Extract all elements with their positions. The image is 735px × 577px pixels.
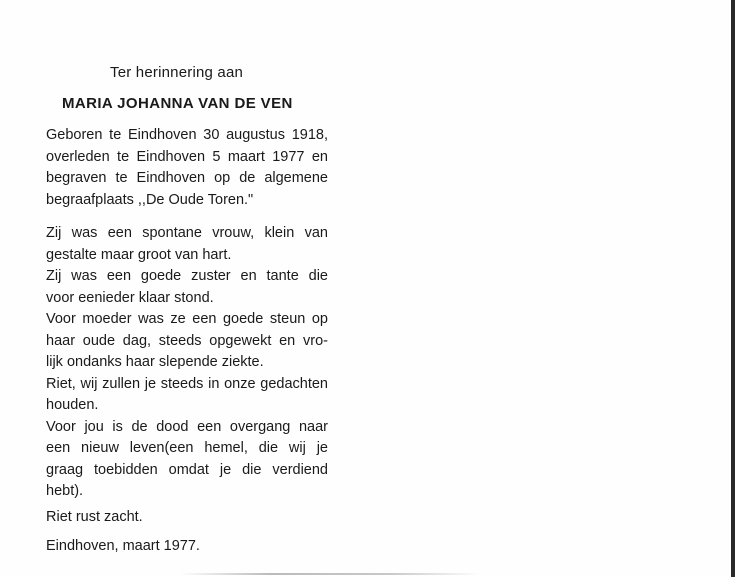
- birth-line: begraven te Eindhoven op de algemene: [46, 170, 328, 186]
- character-line: Voor jou is de dood een overgang naar: [46, 418, 328, 435]
- deceased-name: MARIA JOHANNA VAN DE VEN: [62, 95, 293, 112]
- birth-line: begraafplaats ,,De Oude Toren.": [46, 191, 254, 208]
- character-line: een nieuw leven(een hemel, die wij je: [46, 440, 328, 456]
- card-right-edge: [731, 0, 735, 577]
- place-date-line: Eindhoven, maart 1977.: [46, 538, 200, 554]
- character-line: voor eenieder klaar stond.: [46, 289, 214, 306]
- birth-line: overleden te Eindhoven 5 maart 1977 en: [46, 148, 328, 165]
- character-line: Zij was een goede zuster en tante die: [46, 268, 328, 284]
- character-line: Riet, wij zullen je steeds in onze gedachten: [46, 375, 328, 392]
- card-bottom-edge: [180, 573, 480, 575]
- character-paragraph: [46, 223, 328, 503]
- birth-paragraph: [46, 125, 328, 211]
- character-line: hebt).: [46, 483, 84, 499]
- character-line: lijk ondanks haar slepende ziekte.: [46, 354, 264, 370]
- character-line: houden.: [46, 397, 99, 413]
- character-line: Zij was een spontane vrouw, klein van: [46, 225, 328, 241]
- rest-line: Riet rust zacht.: [46, 509, 143, 525]
- character-line: Voor moeder was ze een goede steun op: [46, 311, 328, 327]
- card-heading: Ter herinnering aan: [110, 64, 244, 81]
- character-line: graag toebidden omdat je die verdiend: [46, 461, 328, 478]
- character-line: haar oude dag, steeds opgewekt en vro-: [46, 332, 328, 349]
- birth-line: Geboren te Eindhoven 30 augustus 1918,: [46, 127, 328, 143]
- character-line: gestalte maar groot van hart.: [46, 246, 232, 263]
